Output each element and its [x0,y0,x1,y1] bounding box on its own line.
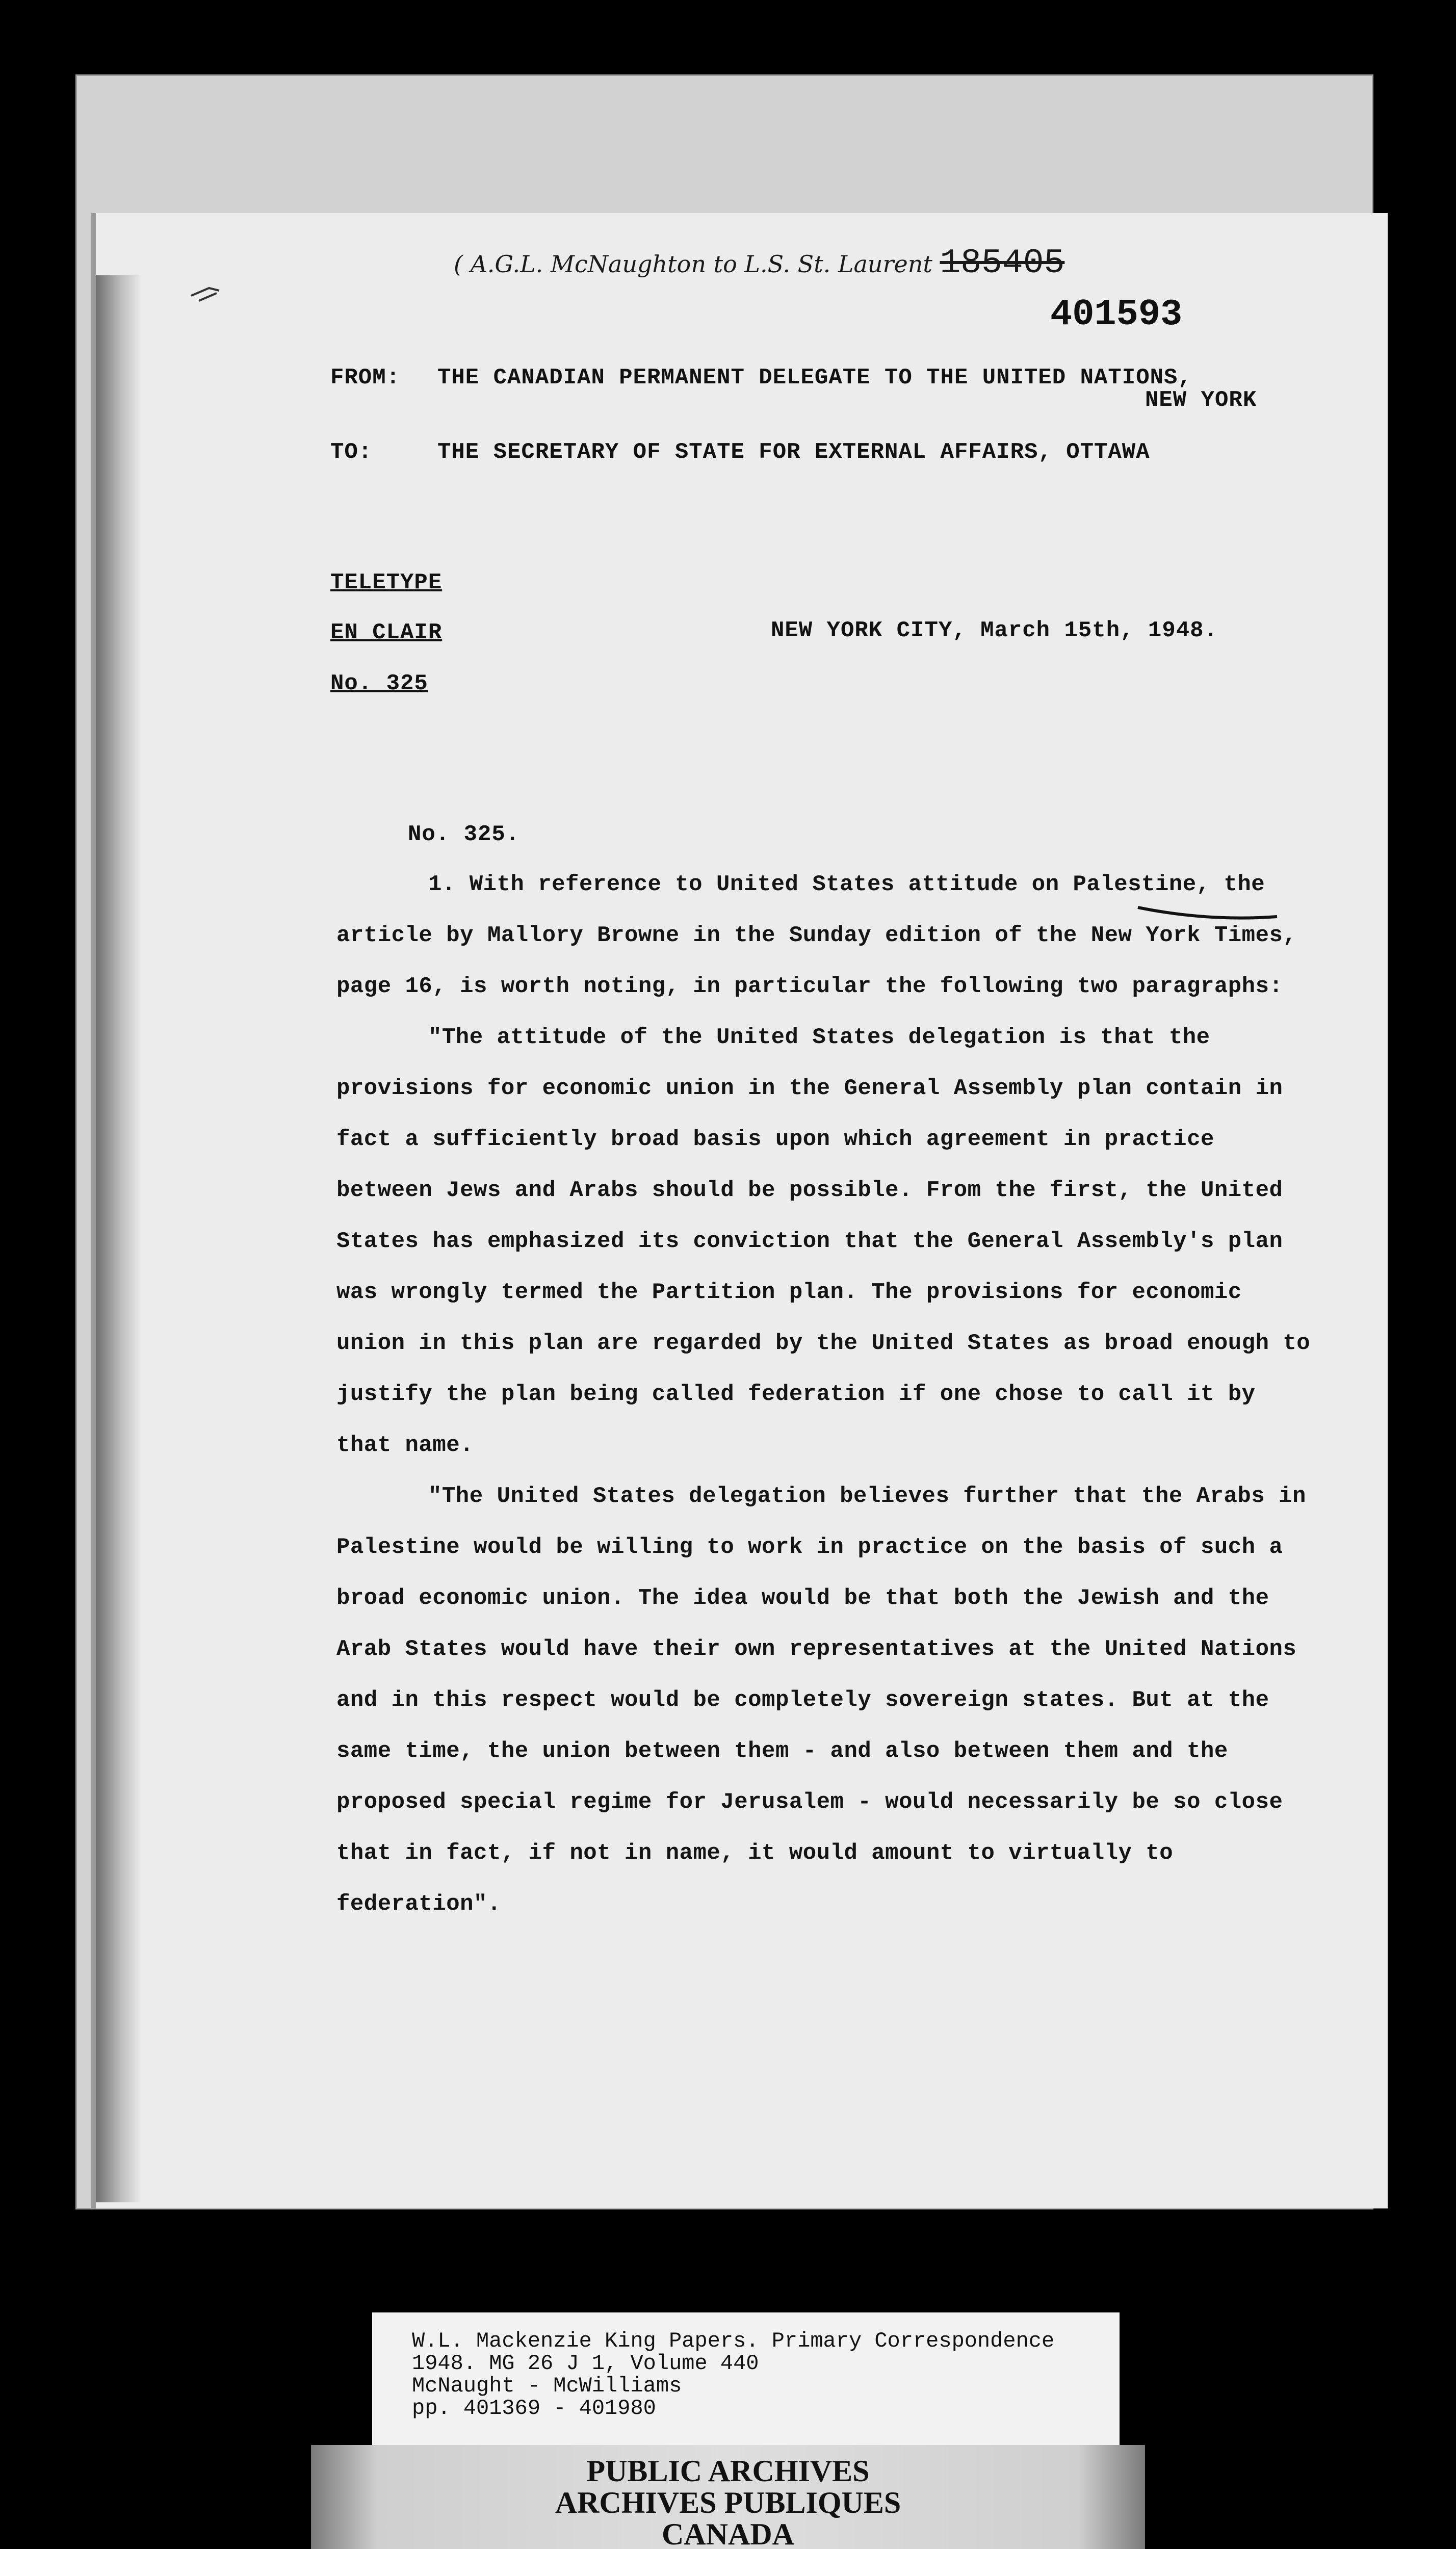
stamp-line1: PUBLIC ARCHIVES [586,2454,870,2488]
message-number: No. 325. [408,822,520,847]
paragraph-2: "The attitude of the United States delegation is that the provisions for economic union in the General Assembly plan contain in fact a sufficiently broad basis upon which agreement in practice between Jews and Arabs should be possible. From the first, the United States has emphasized its conviction that the General Assembly's plan was wrongly termed the Partition plan. The provisions for economic union in this plan are regarded by the United States as broad enough to justify the plan being called federation if one chose to call it by that name. [336,1025,1311,1458]
pencil-tick-mark [189,275,250,306]
to-text: THE SECRETARY OF STATE FOR EXTERNAL AFFAIRS, OTTAWA [437,439,1150,465]
handwritten-routing: ( A.G.L. McNaughton to L.S. St. Laurent [454,250,932,278]
from-line2: NEW YORK [1145,387,1257,413]
struck-number: 185405 [940,244,1065,283]
to-label: TO: [330,439,373,465]
document-number: 401593 [1050,294,1183,335]
handwritten-note [454,244,1218,300]
from-line1: THE CANADIAN PERMANENT DELEGATE TO THE UNITED NATIONS, [437,365,1192,391]
archives-stamp [311,2445,1145,2549]
paragraph-1: 1. With reference to United States attitude on Palestine, the article by Mallory Browne in the Sunday edition of the New York Times, page 16, is worth noting, in particular the following two paragraphs: [336,872,1297,999]
teletype-label: TELETYPE [330,570,443,595]
caption-line4: pp. 401369 - 401980 [412,2396,656,2421]
en-clair-label: EN CLAIR [330,620,443,645]
paragraph-3: "The United States delegation believes further that the Arabs in Palestine would be willing to work in practice on the basis of such a broad economic union. The idea would be that both the Jewish and the Arab States would have their own representatives at the United Nations and in this respect would be completely sovereign states. But at the same time, the union between them - and also between them and the proposed special regime for Jerusalem - would necessarily be so close that in fact, if not in name, it would amount to virtually to federation". [336,1484,1306,1917]
page-shadow [96,275,142,2202]
caption-line3: McNaught - McWilliams [412,2374,682,2398]
stamp-line3: CANADA [662,2517,794,2549]
caption-line2: 1948. MG 26 J 1, Volume 440 [412,2351,759,2376]
body-text [336,859,1315,1930]
number-label: No. 325 [330,671,428,696]
dateline: NEW YORK CITY, March 15th, 1948. [771,618,1218,643]
from-label: FROM: [330,365,401,391]
caption-line1: W.L. Mackenzie King Papers. Primary Correspondence [412,2329,1055,2353]
stamp-line2: ARCHIVES PUBLIQUES [555,2486,901,2519]
pen-underline-mark [1137,902,1280,923]
archive-caption [372,2312,1120,2445]
